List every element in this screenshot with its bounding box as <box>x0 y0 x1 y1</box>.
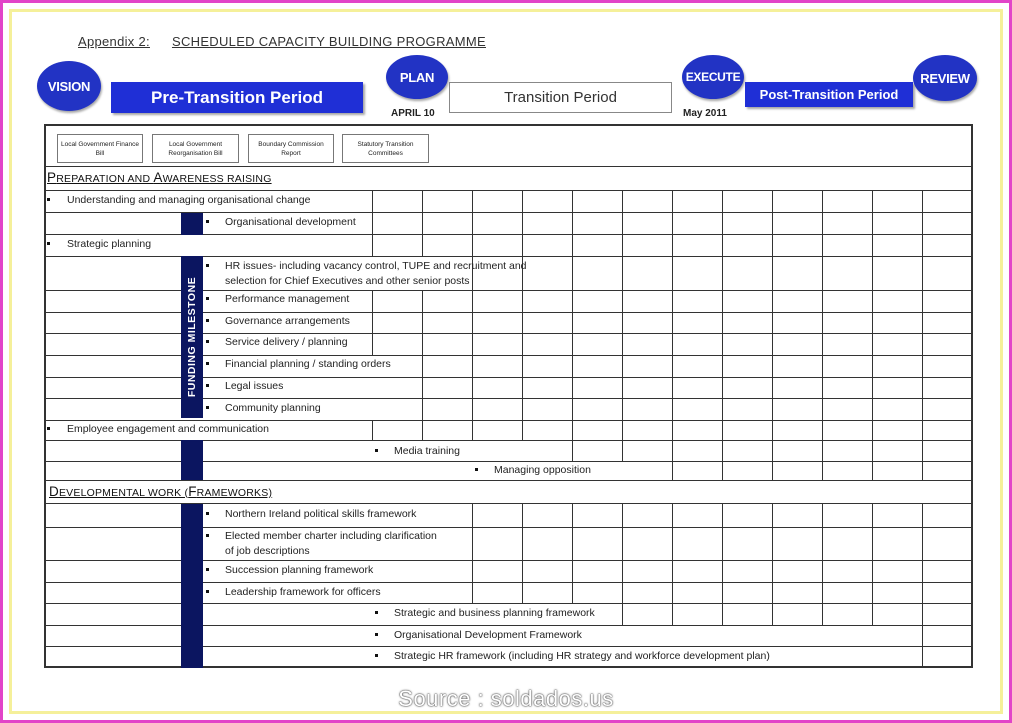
row-label: selection for Chief Executives and other senior posts <box>225 275 470 287</box>
grid-line <box>572 398 573 420</box>
grid-line <box>422 212 423 234</box>
april-date: APRIL 10 <box>391 108 435 119</box>
row-label: Leadership framework for officers <box>225 586 381 598</box>
grid-line <box>922 290 923 312</box>
legislation-box: Local Government Reorganisation Bill <box>152 134 239 163</box>
grid-line <box>822 503 823 527</box>
bullet-marker <box>206 362 209 365</box>
bullet-marker <box>375 633 378 636</box>
grid-line <box>922 256 923 290</box>
grid-line <box>722 527 723 560</box>
grid-line <box>672 377 673 398</box>
grid-line <box>672 190 673 212</box>
pre-transition-banner: Pre-Transition Period <box>111 82 363 113</box>
milestone-bar <box>181 504 203 668</box>
grid-line <box>44 480 973 481</box>
grid-line <box>472 527 473 560</box>
milestone-bar <box>181 213 203 235</box>
bullet-marker <box>206 406 209 409</box>
grid-line <box>922 312 923 333</box>
legislation-box: Statutory Transition Committees <box>342 134 429 163</box>
grid-line <box>472 503 473 527</box>
grid-line <box>872 234 873 256</box>
grid-line <box>372 190 373 212</box>
grid-line <box>822 582 823 603</box>
grid-line <box>772 377 773 398</box>
grid-line <box>572 560 573 582</box>
grid-line <box>872 603 873 625</box>
grid-line <box>522 527 523 560</box>
grid-line <box>572 212 573 234</box>
grid-line <box>522 212 523 234</box>
grid-line <box>572 290 573 312</box>
grid-line <box>622 603 623 625</box>
grid-line <box>822 560 823 582</box>
grid-line <box>722 190 723 212</box>
grid-line <box>772 603 773 625</box>
grid-line <box>472 234 473 256</box>
grid-line <box>922 398 923 420</box>
grid-line <box>622 212 623 234</box>
grid-line <box>722 333 723 355</box>
grid-line <box>422 234 423 256</box>
row-label: Governance arrangements <box>225 315 350 327</box>
bullet-marker <box>47 198 50 201</box>
grid-line <box>422 312 423 333</box>
grid-line <box>722 312 723 333</box>
milestone-bar <box>181 440 203 480</box>
review-badge: REVIEW <box>913 55 977 101</box>
bullet-marker <box>475 468 478 471</box>
bullet-marker <box>206 534 209 537</box>
grid-line <box>772 582 773 603</box>
grid-line <box>572 355 573 377</box>
grid-line <box>772 312 773 333</box>
grid-line <box>672 398 673 420</box>
bullet-marker <box>206 568 209 571</box>
grid-line <box>44 420 973 421</box>
grid-line <box>872 420 873 440</box>
grid-line <box>422 377 423 398</box>
row-label: Managing opposition <box>494 464 591 476</box>
grid-line <box>872 582 873 603</box>
grid-line <box>772 503 773 527</box>
grid-line <box>922 212 923 234</box>
grid-line <box>472 582 473 603</box>
row-label: Media training <box>394 445 460 457</box>
row-label: Strategic and business planning framework <box>394 607 595 619</box>
grid-line <box>572 440 573 461</box>
bullet-marker <box>47 427 50 430</box>
row-label: Financial planning / standing orders <box>225 358 391 370</box>
grid-line <box>722 398 723 420</box>
grid-line <box>722 234 723 256</box>
grid-line <box>522 333 523 355</box>
grid-line <box>722 377 723 398</box>
grid-line <box>622 503 623 527</box>
bullet-marker <box>206 264 209 267</box>
grid-line <box>672 461 673 480</box>
row-label: Succession planning framework <box>225 564 374 576</box>
grid-line <box>672 603 673 625</box>
grid-line <box>872 333 873 355</box>
grid-line <box>922 461 923 480</box>
grid-line <box>472 377 473 398</box>
source-watermark: Source : soldados.us <box>398 686 614 711</box>
grid-line <box>622 312 623 333</box>
section-heading-developmental: DEVELOPMENTAL WORK (FRAMEWORKS) <box>49 484 273 499</box>
grid-line <box>522 290 523 312</box>
grid-line <box>572 420 573 440</box>
grid-line <box>572 377 573 398</box>
grid-line <box>672 212 673 234</box>
grid-line <box>522 420 523 440</box>
grid-line <box>872 527 873 560</box>
grid-line <box>922 190 923 212</box>
grid-line <box>772 190 773 212</box>
grid-line <box>672 355 673 377</box>
grid-line <box>472 398 473 420</box>
grid-line <box>372 312 373 333</box>
grid-line <box>822 234 823 256</box>
legislation-box: Boundary Commission Report <box>248 134 334 163</box>
grid-line <box>672 234 673 256</box>
grid-line <box>422 190 423 212</box>
legislation-box: Local Government Finance Bill <box>57 134 143 163</box>
grid-line <box>822 212 823 234</box>
row-label: Organisational development <box>225 216 356 228</box>
grid-line <box>922 646 923 668</box>
grid-line <box>722 420 723 440</box>
grid-line <box>822 333 823 355</box>
grid-line <box>772 355 773 377</box>
bullet-marker <box>375 611 378 614</box>
grid-line <box>672 440 673 461</box>
grid-line <box>572 312 573 333</box>
grid-line <box>672 527 673 560</box>
funding-milestone-label: FUNDING MILESTONE <box>186 276 198 398</box>
grid-line <box>722 212 723 234</box>
grid-line <box>922 625 923 646</box>
row-label: of job descriptions <box>225 545 310 557</box>
grid-line <box>572 256 573 290</box>
grid-line <box>472 312 473 333</box>
grid-line <box>522 582 523 603</box>
grid-line <box>822 420 823 440</box>
grid-line <box>522 190 523 212</box>
grid-line <box>922 560 923 582</box>
bullet-marker <box>206 340 209 343</box>
grid-line <box>472 290 473 312</box>
grid-line <box>522 503 523 527</box>
grid-line <box>722 503 723 527</box>
grid-line <box>822 355 823 377</box>
row-label: Elected member charter including clarification <box>225 530 437 542</box>
grid-line <box>922 603 923 625</box>
row-label: Service delivery / planning <box>225 336 348 348</box>
bullet-marker <box>375 449 378 452</box>
grid-line <box>672 420 673 440</box>
grid-line <box>372 234 373 256</box>
row-label: Understanding and managing organisational change <box>67 194 311 206</box>
bullet-marker <box>206 590 209 593</box>
grid-line <box>872 398 873 420</box>
grid-line <box>772 212 773 234</box>
grid-line <box>922 527 923 560</box>
grid-line <box>372 420 373 440</box>
grid-line <box>622 527 623 560</box>
bullet-marker <box>206 319 209 322</box>
grid-line <box>572 333 573 355</box>
grid-line <box>44 166 973 167</box>
grid-line <box>872 377 873 398</box>
grid-line <box>672 290 673 312</box>
grid-line <box>622 440 623 461</box>
grid-line <box>922 355 923 377</box>
section-heading-preparation: PREPARATION AND AWARENESS RAISING <box>47 170 272 185</box>
transition-period-box: Transition Period <box>449 82 672 113</box>
grid-line <box>772 527 773 560</box>
document-title: Appendix 2: SCHEDULED CAPACITY BUILDING PROGRAMME <box>78 34 486 49</box>
grid-line <box>422 420 423 440</box>
grid-line <box>522 234 523 256</box>
grid-line <box>622 355 623 377</box>
grid-line <box>772 461 773 480</box>
bullet-marker <box>206 297 209 300</box>
grid-line <box>522 398 523 420</box>
grid-line <box>622 582 623 603</box>
row-label: HR issues- including vacancy control, TUPE and recruitment and <box>225 260 527 272</box>
grid-line <box>822 440 823 461</box>
grid-line <box>722 603 723 625</box>
grid-line <box>522 355 523 377</box>
grid-line <box>672 256 673 290</box>
grid-line <box>872 503 873 527</box>
grid-line <box>472 190 473 212</box>
grid-line <box>822 461 823 480</box>
grid-line <box>922 234 923 256</box>
grid-line <box>472 560 473 582</box>
bullet-marker <box>206 220 209 223</box>
grid-line <box>472 212 473 234</box>
grid-line <box>622 420 623 440</box>
grid-line <box>572 527 573 560</box>
grid-line <box>622 398 623 420</box>
grid-line <box>872 355 873 377</box>
grid-line <box>872 190 873 212</box>
bullet-marker <box>206 384 209 387</box>
grid-line <box>772 440 773 461</box>
row-label: Strategic HR framework (including HR strategy and workforce development plan) <box>394 650 770 662</box>
plan-badge: PLAN <box>386 55 448 99</box>
grid-line <box>822 398 823 420</box>
grid-line <box>372 290 373 312</box>
grid-line <box>722 461 723 480</box>
grid-line <box>822 290 823 312</box>
grid-line <box>622 290 623 312</box>
row-label: Community planning <box>225 402 321 414</box>
grid-line <box>772 560 773 582</box>
grid-line <box>772 256 773 290</box>
grid-line <box>872 461 873 480</box>
grid-line <box>772 398 773 420</box>
grid-line <box>922 503 923 527</box>
grid-line <box>922 440 923 461</box>
grid-line <box>422 398 423 420</box>
bullet-marker <box>375 654 378 657</box>
row-label: Strategic planning <box>67 238 152 250</box>
grid-line <box>722 256 723 290</box>
grid-line <box>822 377 823 398</box>
grid-line <box>622 234 623 256</box>
grid-line <box>672 312 673 333</box>
row-label: Performance management <box>225 293 350 305</box>
bullet-marker <box>47 242 50 245</box>
grid-line <box>922 582 923 603</box>
row-label: Employee engagement and communication <box>67 423 269 435</box>
grid-line <box>722 560 723 582</box>
grid-line <box>872 560 873 582</box>
grid-line <box>872 440 873 461</box>
grid-line <box>672 582 673 603</box>
vision-badge: VISION <box>37 61 101 111</box>
grid-line <box>872 256 873 290</box>
row-label: Northern Ireland political skills framework <box>225 508 417 520</box>
grid-line <box>822 312 823 333</box>
grid-line <box>522 560 523 582</box>
grid-line <box>772 333 773 355</box>
grid-line <box>772 290 773 312</box>
grid-line <box>622 256 623 290</box>
grid-line <box>372 212 373 234</box>
grid-line <box>622 560 623 582</box>
grid-line <box>672 503 673 527</box>
grid-line <box>472 355 473 377</box>
post-transition-banner: Post-Transition Period <box>745 82 913 107</box>
grid-line <box>422 355 423 377</box>
grid-line <box>822 527 823 560</box>
grid-line <box>772 234 773 256</box>
grid-line <box>722 355 723 377</box>
grid-line <box>522 377 523 398</box>
grid-line <box>922 420 923 440</box>
grid-line <box>472 420 473 440</box>
grid-line <box>572 582 573 603</box>
execute-badge: EXECUTE <box>682 55 744 99</box>
grid-line <box>572 503 573 527</box>
grid-line <box>722 582 723 603</box>
grid-line <box>522 312 523 333</box>
grid-line <box>772 420 773 440</box>
grid-line <box>572 190 573 212</box>
grid-line <box>672 560 673 582</box>
grid-line <box>572 234 573 256</box>
may-date: May 2011 <box>683 108 727 119</box>
grid-line <box>372 333 373 355</box>
grid-line <box>872 290 873 312</box>
grid-line <box>872 212 873 234</box>
grid-line <box>622 333 623 355</box>
grid-line <box>872 312 873 333</box>
grid-line <box>722 440 723 461</box>
grid-line <box>422 333 423 355</box>
grid-line <box>722 290 723 312</box>
grid-line <box>672 333 673 355</box>
row-label: Organisational Development Framework <box>394 629 582 641</box>
grid-line <box>44 190 973 191</box>
grid-line <box>922 333 923 355</box>
grid-line <box>822 190 823 212</box>
grid-line <box>822 256 823 290</box>
grid-line <box>922 377 923 398</box>
bullet-marker <box>206 512 209 515</box>
grid-line <box>472 333 473 355</box>
row-label: Legal issues <box>225 380 284 392</box>
grid-line <box>822 603 823 625</box>
grid-line <box>622 377 623 398</box>
grid-line <box>422 290 423 312</box>
grid-line <box>622 190 623 212</box>
